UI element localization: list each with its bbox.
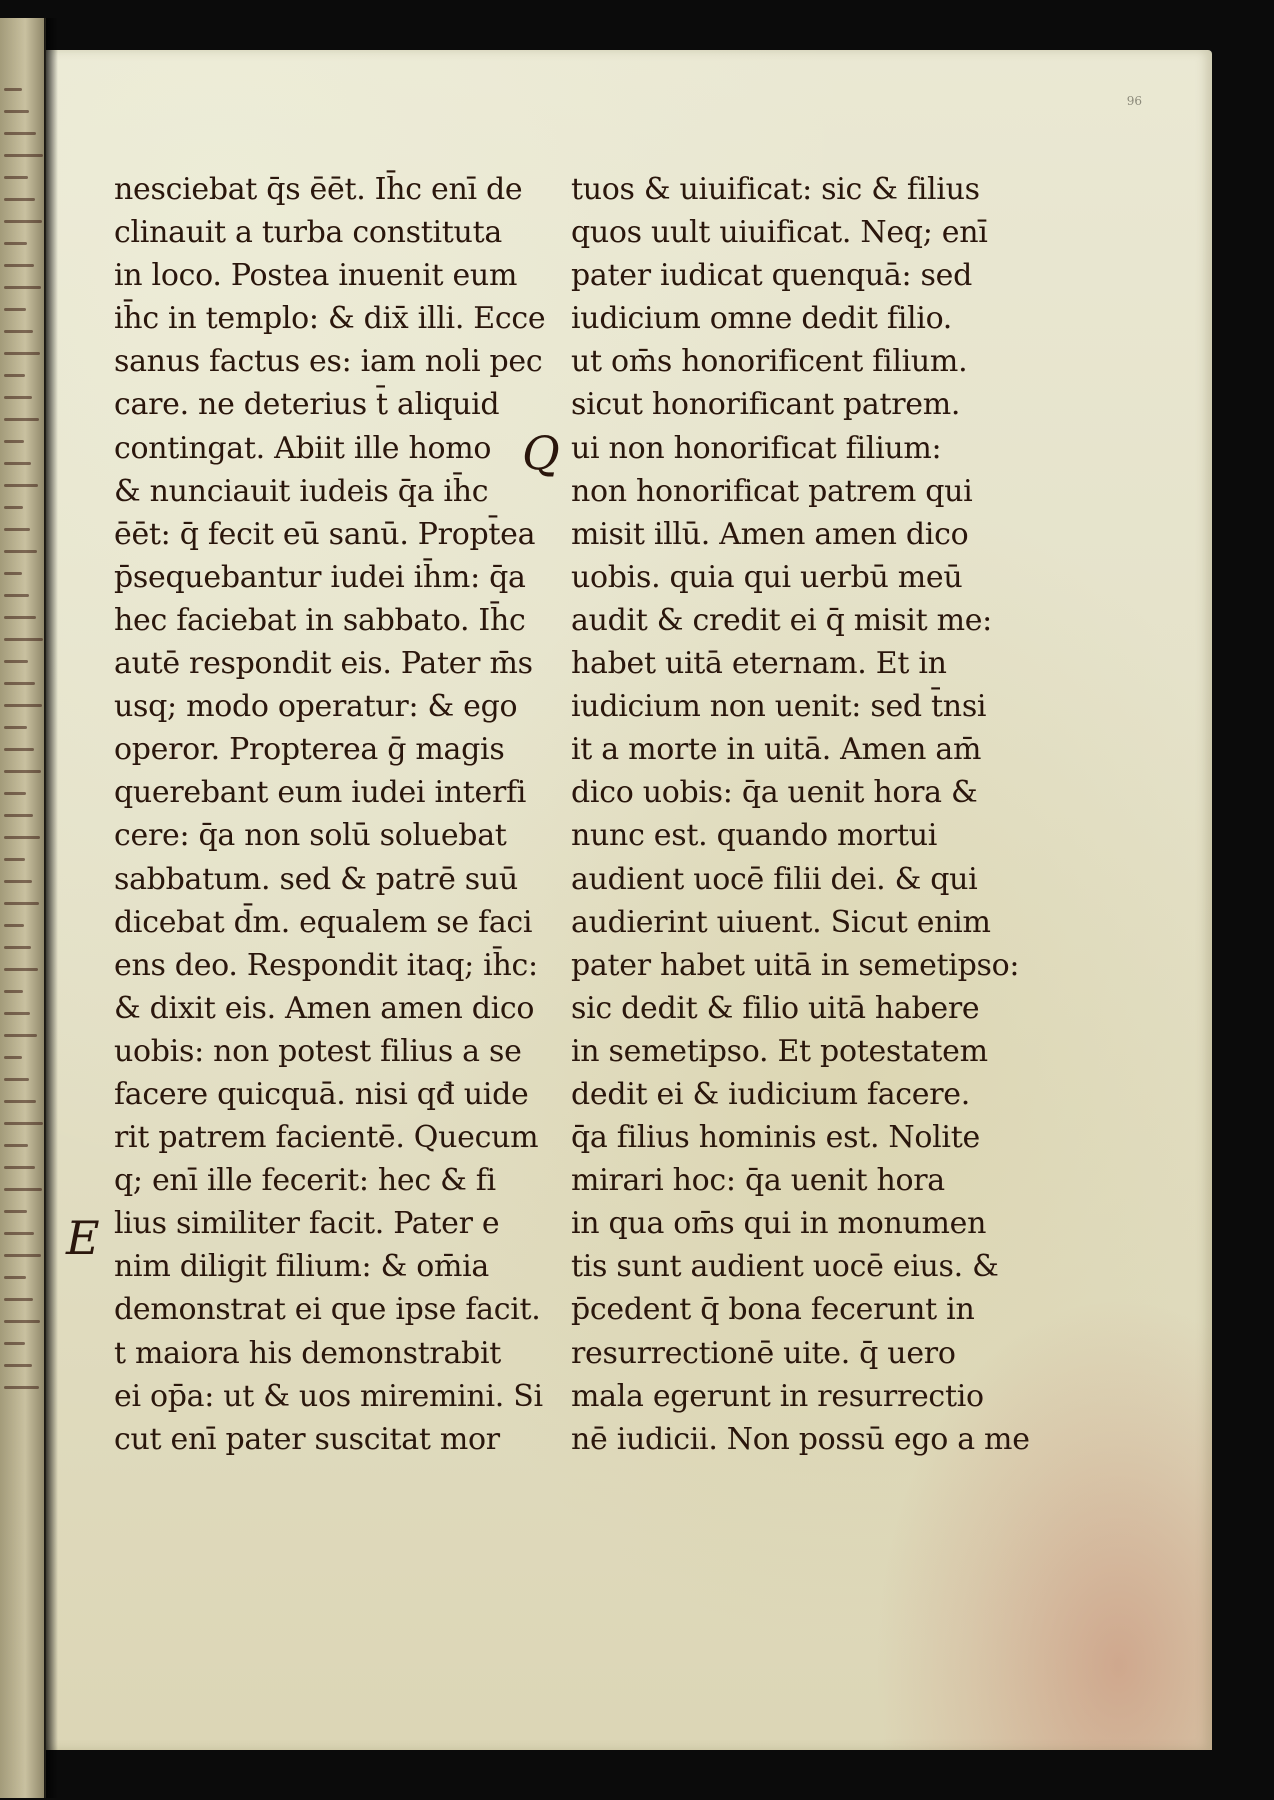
facing-page-text-stroke [4, 770, 41, 773]
text-line: q̄a filius hominis est. Nolite [571, 1120, 980, 1156]
facing-page-text-stroke [4, 396, 32, 399]
initial-letter-e: E [66, 1211, 100, 1265]
facing-page-text-stroke [4, 1386, 39, 1389]
facing-page-text-stroke [4, 440, 24, 443]
text-line: quos uult uiuificat. Neq; enī [571, 215, 988, 251]
text-line: ēēt: q̄ fecit eū sanū. Propt̄ea [114, 516, 536, 552]
text-line: dico uobis: q̄a uenit hora & [571, 775, 978, 811]
text-line: nē iudicii. Non possū ego a me [571, 1421, 1030, 1457]
text-line: uobis. quia qui uerbū meū [571, 559, 963, 595]
facing-page-text-stroke [4, 1122, 43, 1125]
facing-page-text-stroke [4, 990, 23, 993]
text-line: ui non honorificat filium: [571, 430, 942, 466]
text-line: t maiora his demonstrabit [114, 1335, 502, 1371]
facing-page-text-stroke [4, 198, 35, 201]
facing-page-text-stroke [4, 550, 37, 553]
facing-page-text-stroke [4, 132, 36, 135]
facing-page-text-stroke [4, 572, 22, 575]
facing-page-text-stroke [4, 88, 22, 91]
facing-page-text-stroke [4, 1298, 33, 1301]
facing-page-text-stroke [4, 528, 30, 531]
text-line: autē respondit eis. Pater m̄s [114, 646, 533, 682]
facing-page-text-stroke [4, 638, 43, 641]
facing-page-text-stroke [4, 286, 41, 289]
text-line: pater iudicat quenquā: sed [571, 258, 972, 294]
facing-page-text-stroke [4, 1056, 22, 1059]
facing-page-text-stroke [4, 748, 34, 751]
text-line: mirari hoc: q̄a uenit hora [571, 1163, 945, 1199]
facing-page-text-stroke [4, 836, 40, 839]
text-line: p̄sequebantur iudei ih̄m: q̄a [114, 559, 526, 595]
text-line: ens deo. Respondit itaq; ih̄c: [114, 947, 538, 983]
text-line: in loco. Postea inuenit eum [114, 258, 518, 294]
facing-page-text-stroke [4, 682, 35, 685]
facing-page-text-stroke [4, 968, 38, 971]
text-line: audierint uiuent. Sicut enim [571, 904, 991, 940]
text-line: tuos & uiuificat: sic & filius [571, 172, 980, 207]
facing-page-text-stroke [4, 594, 29, 597]
facing-page-text-stroke [4, 1364, 32, 1367]
text-line: facere quicquā. nisi qđ uide [114, 1076, 529, 1112]
facing-page-text-stroke [4, 1012, 30, 1015]
facing-page-text-stroke [4, 330, 33, 333]
text-line: q; enī ille fecerit: hec & fi [114, 1163, 496, 1199]
text-line: in semetipso. Et potestatem [571, 1033, 988, 1069]
text-line: usq; modo operatur: & ego [114, 689, 518, 725]
facing-page-text-stroke [4, 1188, 42, 1191]
text-line: tis sunt audient uocē eius. & [571, 1249, 999, 1285]
facing-page-text-stroke [4, 352, 40, 355]
facing-page-text-stroke [4, 1078, 29, 1081]
facing-page-text-stroke [4, 1232, 34, 1235]
facing-page-text-stroke [4, 1166, 35, 1169]
text-line: in qua om̄s qui in monumen [571, 1206, 987, 1242]
text-line: ut om̄s honorificent filium. [571, 344, 968, 380]
text-line: care. ne deterius t̄ aliquid [114, 387, 500, 423]
text-line: contingat. Abiit ille homo [114, 430, 492, 466]
facing-page-text-stroke [4, 242, 27, 245]
text-line: non honorificat patrem qui [571, 473, 973, 509]
text-line: sic dedit & filio uitā habere [571, 990, 980, 1026]
right-text-column [571, 168, 1030, 1461]
facing-page-text-stroke [4, 902, 39, 905]
text-line: ei op̄a: ut & uos miremini. Si [114, 1378, 543, 1414]
text-line: nesciebat q̄s ēēt. Ih̄c enī de [114, 172, 523, 207]
folio-page [46, 50, 1212, 1750]
facing-page-text-stroke [4, 1144, 28, 1147]
text-line: lius similiter facit. Pater e [114, 1206, 500, 1242]
facing-page-text-stroke [4, 660, 28, 663]
facing-page-text-stroke [4, 308, 26, 311]
facing-page-text-stroke [4, 484, 38, 487]
facing-page-text-stroke [4, 110, 29, 113]
text-line: sicut honorificant patrem. [571, 387, 961, 423]
facing-page-text-stroke [4, 176, 28, 179]
text-line: dedit ei & iudicium facere. [571, 1076, 970, 1112]
folio-number: 96 [1126, 94, 1142, 108]
facing-page-text-stroke [4, 726, 27, 729]
facing-page-text-stroke [4, 1100, 36, 1103]
facing-page-text-stroke [4, 616, 36, 619]
left-text-column [114, 168, 546, 1461]
text-line: p̄cedent q̄ bona fecerunt in [571, 1292, 975, 1328]
text-line: demonstrat ei que ipse facit. [114, 1292, 541, 1328]
text-line: iudicium omne dedit filio. [571, 301, 953, 337]
text-line: iudicium non uenit: sed t̄nsi [571, 689, 987, 725]
facing-page-text-stroke [4, 858, 25, 861]
text-line: uobis: non potest filius a se [114, 1033, 522, 1069]
facing-page-text-stroke [4, 374, 25, 377]
facing-page-text-stroke [4, 1034, 37, 1037]
facing-page-text-stroke [4, 1210, 27, 1213]
facing-page-text-stroke [4, 1320, 40, 1323]
text-line: sabbatum. sed & patrē suū [114, 861, 518, 897]
facing-page-text-stroke [4, 792, 26, 795]
facing-page-edge [0, 18, 46, 1798]
facing-page-text-stroke [4, 506, 23, 509]
text-line: sanus factus es: iam noli pec [114, 344, 543, 380]
text-line: cut enī pater suscitat mor [114, 1421, 500, 1457]
text-line: querebant eum iudei interfi [114, 775, 527, 811]
facing-page-text-stroke [4, 154, 43, 157]
text-line: ih̄c in templo: & dix̄ illi. Ecce [114, 301, 546, 337]
facing-page-text-stroke [4, 462, 31, 465]
facing-page-text-stroke [4, 264, 34, 267]
text-line: nim diligit filium: & om̄ia [114, 1249, 490, 1285]
text-line: cere: q̄a non solū soluebat [114, 818, 507, 854]
text-line: it a morte in uitā. Amen am̄ [571, 732, 982, 768]
text-line: clinauit a turba constituta [114, 215, 502, 251]
text-line: nunc est. quando mortui [571, 818, 938, 854]
facing-page-text-stroke [4, 1342, 25, 1345]
facing-page-text-stroke [4, 1276, 26, 1279]
facing-page-text-stroke [4, 814, 33, 817]
text-line: rit patrem facientē. Quecum [114, 1120, 539, 1156]
text-line: mala egerunt in resurrectio [571, 1378, 984, 1414]
facing-page-text-stroke [4, 946, 31, 949]
text-line: misit illū. Amen amen dico [571, 516, 969, 552]
facing-page-text-stroke [4, 1254, 41, 1257]
facing-page-text-stroke [4, 924, 24, 927]
text-line: & nunciauit iudeis q̄a ih̄c [114, 473, 489, 509]
facing-page-text-stroke [4, 220, 42, 223]
text-line: pater habet uitā in semetipso: [571, 947, 1020, 983]
text-line: habet uitā eternam. Et in [571, 646, 947, 682]
text-line: dicebat d̄m. equalem se faci [114, 904, 533, 940]
text-line: audit & credit ei q̄ misit me: [571, 602, 992, 638]
text-line: audient uocē filii dei. & qui [571, 861, 978, 897]
gutter-shadow [44, 18, 58, 1798]
text-line: operor. Propterea ḡ magis [114, 732, 505, 768]
text-line: resurrectionē uite. q̄ uero [571, 1335, 956, 1371]
facing-page-text-stroke [4, 880, 32, 883]
text-line: hec faciebat in sabbato. Ih̄c [114, 602, 526, 638]
text-line: & dixit eis. Amen amen dico [114, 990, 535, 1026]
facing-page-text-stroke [4, 704, 42, 707]
facing-page-text-stroke [4, 418, 39, 421]
initial-letter-q: Q [522, 426, 560, 480]
